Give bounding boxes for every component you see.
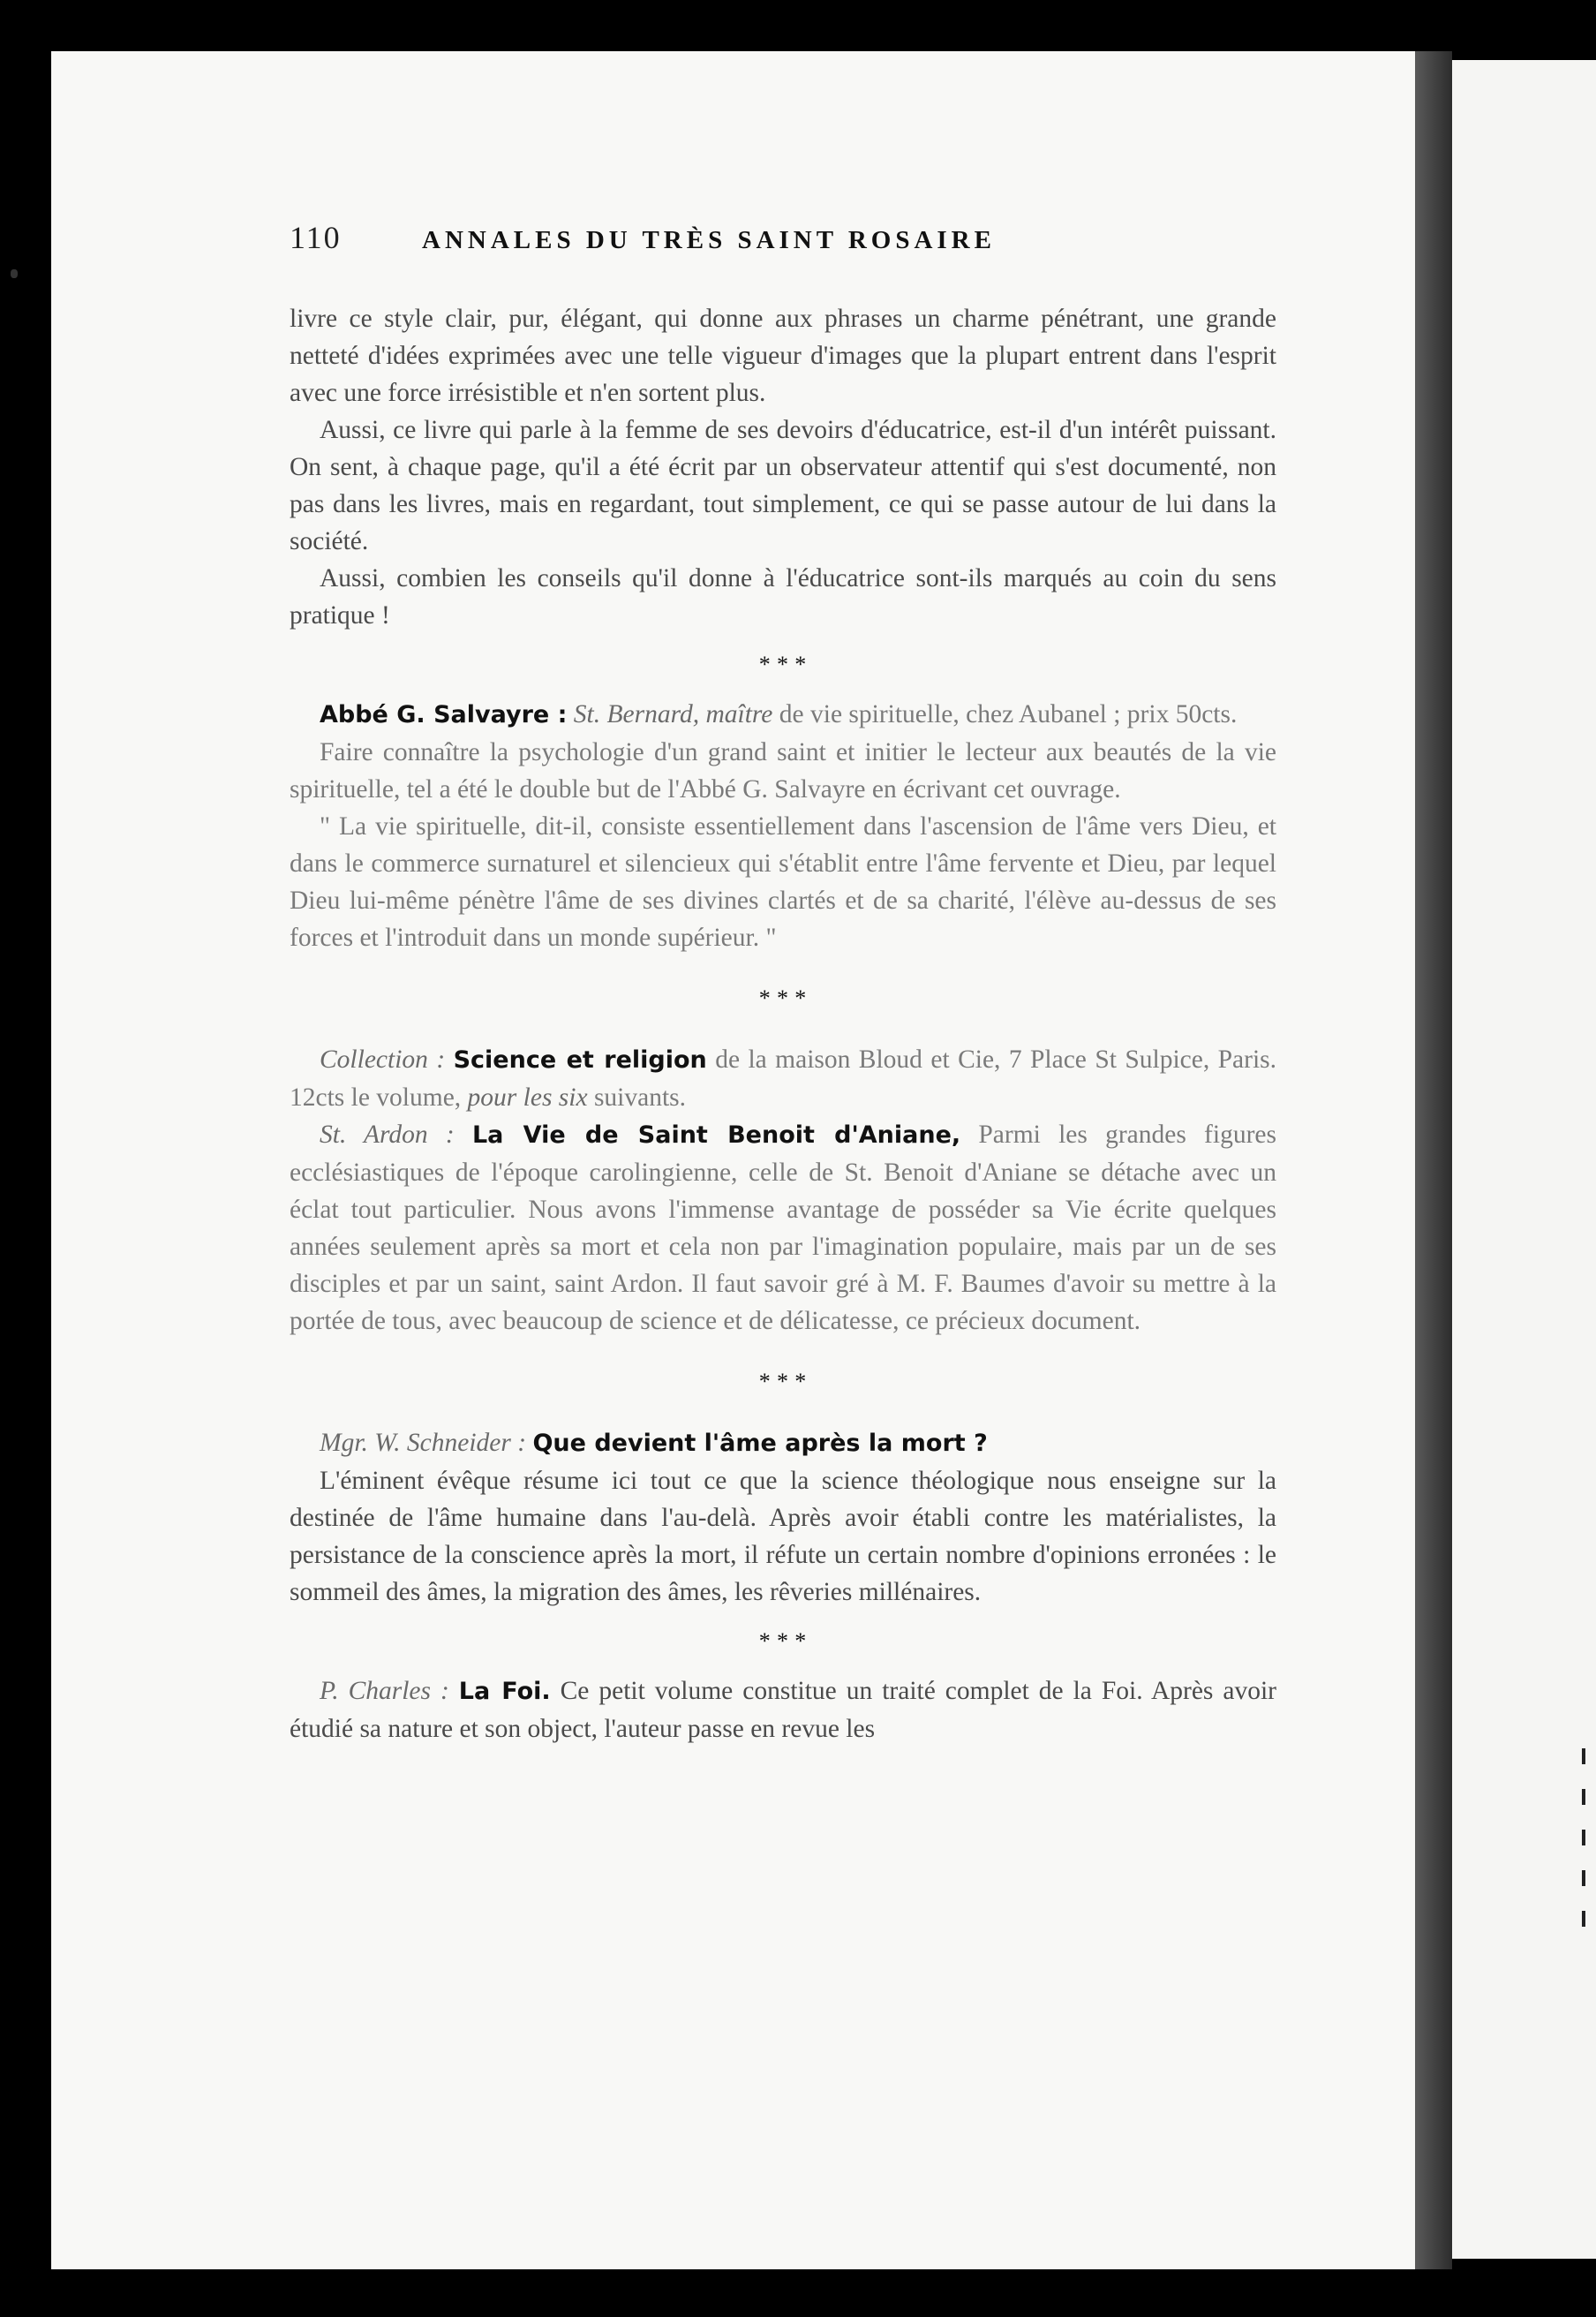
collection-details: de la maison Bloud et Cie, 7 Place St Sulpice, Paris. 12cts le volume,	[290, 1045, 1277, 1112]
book-title: Que devient l'âme après la mort ?	[532, 1430, 988, 1457]
collection-italic: pour les six	[467, 1083, 588, 1112]
running-title: ANNALES DU TRÈS SAINT ROSAIRE	[422, 226, 996, 254]
book-entry-ardon	[290, 1116, 1276, 1340]
collection-label: Collection :	[320, 1045, 446, 1074]
scan-speck	[11, 269, 18, 278]
asterism-separator: * * *	[758, 1628, 808, 1654]
review-quote: " La vie spirituelle, dit-il, consiste essentiellement dans l'ascension de l'âme vers Dieu, et dans le commerce surnaturel et silencieux qui s'établit entre l'âme fervente et Dieu, par lequel Dieu lui-même pénètre l'âme de ses divines clartés et de sa charité, l'élève au-dessus de ses forces et l'introduit dans un monde supérieur. "	[290, 812, 1276, 952]
facing-page-marks	[1580, 1748, 1589, 1969]
asterism-separator: * * *	[758, 652, 808, 677]
review-text: Parmi les grandes figures ecclésiastiques de l'époque carolingienne, celle de St. Benoit d'Aniane se détache avec un éclat tout particulier. Nous avons l'immense avantage de posséder sa Vie écrite quelques années seulement après sa mort et cela non par l'imagination populaire, mais par un de ses disciples et par un saint, saint Ardon. Il faut savoir gré à M. F. Baumes d'avoir su mettre à la portée de tous, avec beaucoup de science et de délicatesse, ce précieux document.	[290, 1121, 1276, 1335]
review-paragraph-2: Aussi, ce livre qui parle à la femme de ses devoirs d'éducatrice, est-il d'un intérêt puissant. On sent, à chaque page, qu'il a été écrit par un observateur attentif qui s'est documenté, non pas dans les livres, mais en regardant, tout simplement, ce qui se passe autour de lui dans la société.	[290, 416, 1276, 555]
author-name: P. Charles :	[320, 1677, 449, 1705]
author-name: Mgr. W. Schneider :	[320, 1429, 527, 1457]
book-entry-charles	[290, 1672, 1276, 1747]
facing-page-edge	[1452, 60, 1596, 2259]
page-number: 110	[290, 220, 342, 255]
asterism-separator: * * *	[758, 1369, 808, 1394]
publisher-info: de vie spirituelle, chez Aubanel ; prix 50cts.	[772, 700, 1238, 728]
review-paragraph: Faire connaître la psychologie d'un grand saint et initier le lecteur aux beautés de la vie spirituelle, tel a été le double but de l'Abbé G. Salvayre en écrivant cet ouvrage.	[290, 738, 1276, 804]
book-title: La Vie de Saint Benoit d'Aniane,	[471, 1121, 961, 1149]
running-head	[290, 219, 1276, 268]
author-name: St. Ardon :	[320, 1121, 455, 1149]
review-paragraph-3: Aussi, combien les conseils qu'il donne à l'éducatrice sont-ils marqués au coin du sens pratique !	[290, 564, 1276, 630]
collection-entry	[290, 1041, 1276, 1116]
collection-end: suivants.	[587, 1083, 687, 1112]
page-content	[290, 219, 1276, 1747]
book-title: St. Bernard, maître	[573, 700, 773, 728]
book-entry-schneider	[290, 1424, 1276, 1462]
collection-title: Science et religion	[453, 1046, 707, 1074]
review-continued-paragraph: livre ce style clair, pur, élégant, qui donne aux phrases un charme pénétrant, une grande netteté d'idées exprimées avec une telle vigueur d'images que la plupart entrent dans l'esprit avec une force irrésistible et n'en sortent plus.	[290, 305, 1276, 407]
book-title: La Foi.	[458, 1678, 551, 1705]
page-edge-shadow	[1415, 51, 1452, 2269]
review-paragraph: L'éminent évêque résume ici tout ce que la science théologique nous enseigne sur la destinée de l'âme humaine dans l'au-delà. Après avoir établi contre les matérialistes, la persistance de la conscience après la mort, il réfute un certain nombre d'opinions erronées : le sommeil des âmes, la migration des âmes, les rêveries millénaires.	[290, 1467, 1276, 1606]
asterism-separator: * * *	[758, 985, 808, 1011]
author-name: Abbé G. Salvayre :	[320, 701, 568, 728]
review-text: Ce petit volume constitue un traité complet de la Foi. Après avoir étudié sa nature et son object, l'auteur passe en revue les	[290, 1677, 1276, 1743]
book-entry-salvayre	[290, 696, 1276, 734]
